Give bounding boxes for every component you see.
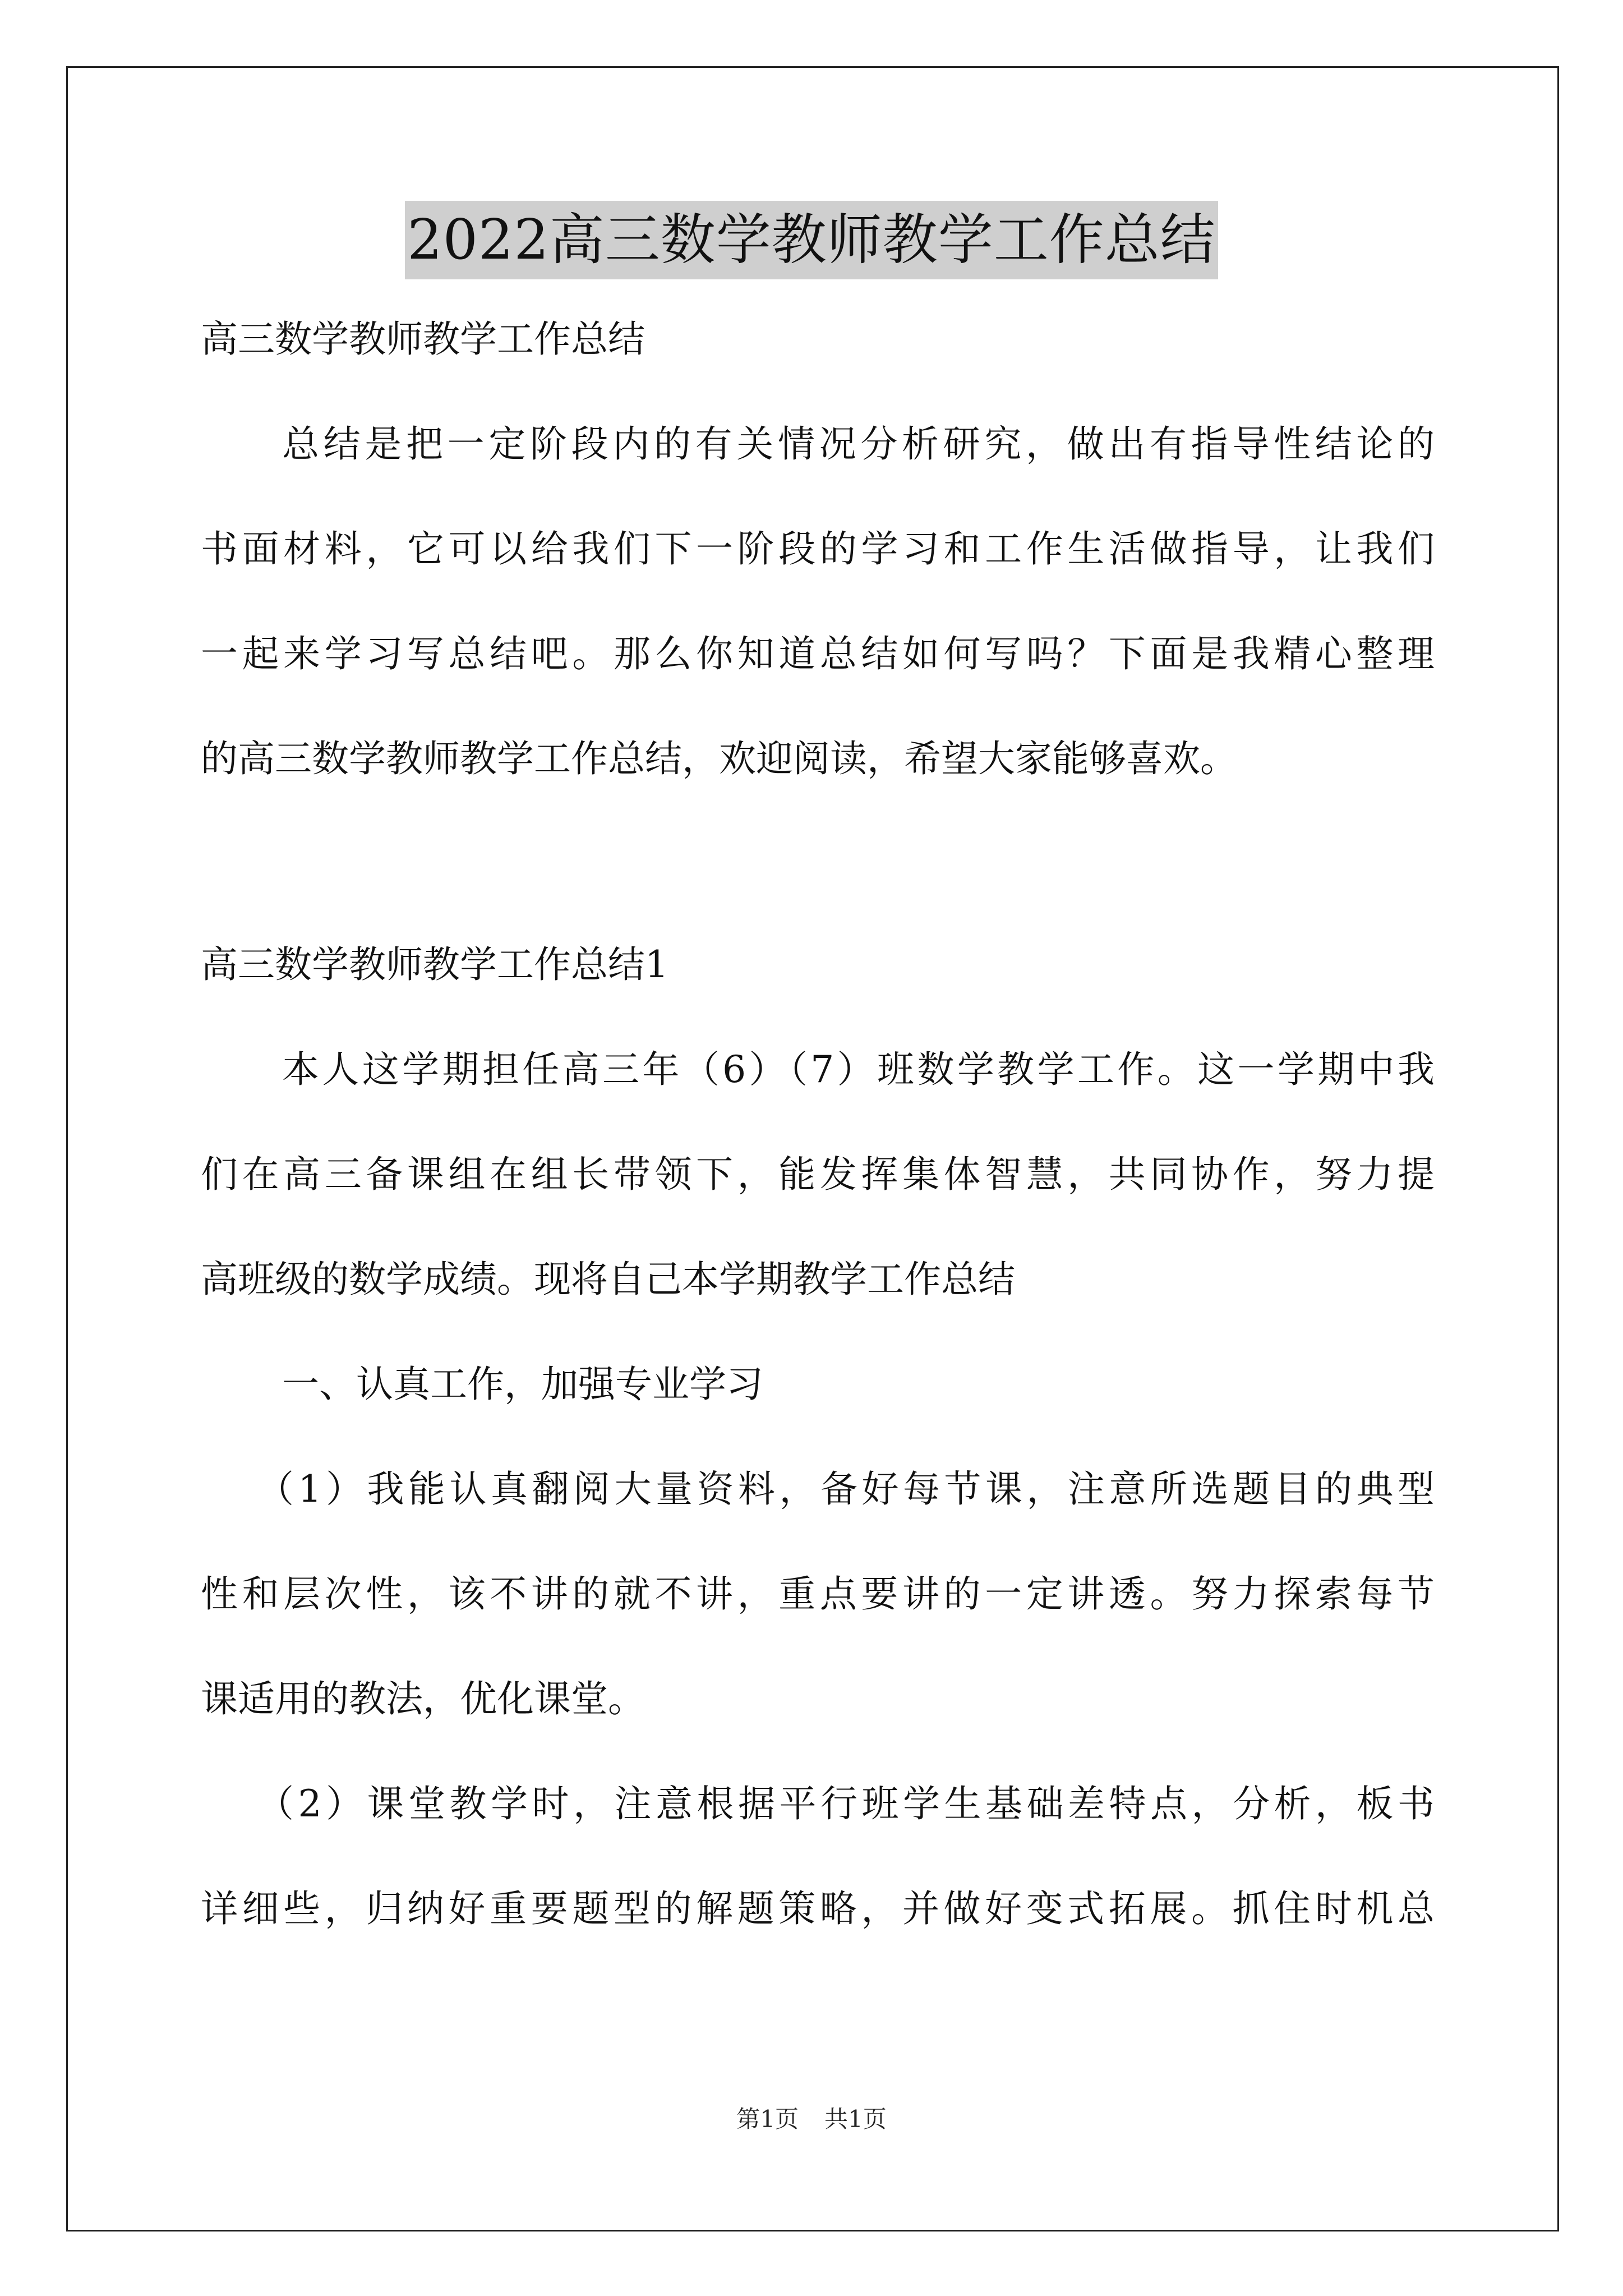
paragraph-line: 一起来学习写总结吧。那么你知道总结如何写吗？下面是我精心整理: [201, 632, 1435, 675]
page-number: 第1页: [736, 2105, 799, 2133]
page-total: 共1页: [824, 2105, 887, 2133]
document-title: 2022高三数学教师教学工作总结: [405, 201, 1218, 279]
section-heading: 高三数学教师教学工作总结1: [201, 943, 668, 986]
paragraph-line: 总结是把一定阶段内的有关情况分析研究，做出有指导性结论的: [282, 422, 1435, 466]
paragraph-line: 的高三数学教师教学工作总结，欢迎阅读，希望大家能够喜欢。: [201, 737, 1237, 780]
paragraph-line: （2）课堂教学时，注意根据平行班学生基础差特点，分析，板书: [257, 1782, 1435, 1825]
title-area: [0, 201, 1623, 279]
paragraph-line: 们在高三备课组在组长带领下，能发挥集体智慧，共同协作，努力提: [201, 1153, 1435, 1196]
page-footer: [0, 2102, 1623, 2136]
subsection-heading: 一、认真工作，加强专业学习: [282, 1363, 763, 1406]
paragraph-line: 高班级的数学成绩。现将自己本学期教学工作总结: [201, 1258, 1015, 1301]
paragraph-line: 性和层次性，该不讲的就不讲，重点要讲的一定讲透。努力探索每节: [201, 1572, 1435, 1616]
paragraph-line: （1）我能认真翻阅大量资料，备好每节课，注意所选题目的典型: [257, 1467, 1435, 1511]
paragraph-line: 详细些，归纳好重要题型的解题策略，并做好变式拓展。抓住时机总: [201, 1887, 1435, 1930]
section-heading: 高三数学教师教学工作总结: [201, 318, 645, 361]
paragraph-line: 课适用的教法，优化课堂。: [201, 1677, 645, 1720]
paragraph-line: 书面材料，它可以给我们下一阶段的学习和工作生活做指导，让我们: [201, 527, 1435, 570]
paragraph-line: 本人这学期担任高三年（6）（7）班数学教学工作。这一学期中我: [282, 1048, 1435, 1091]
